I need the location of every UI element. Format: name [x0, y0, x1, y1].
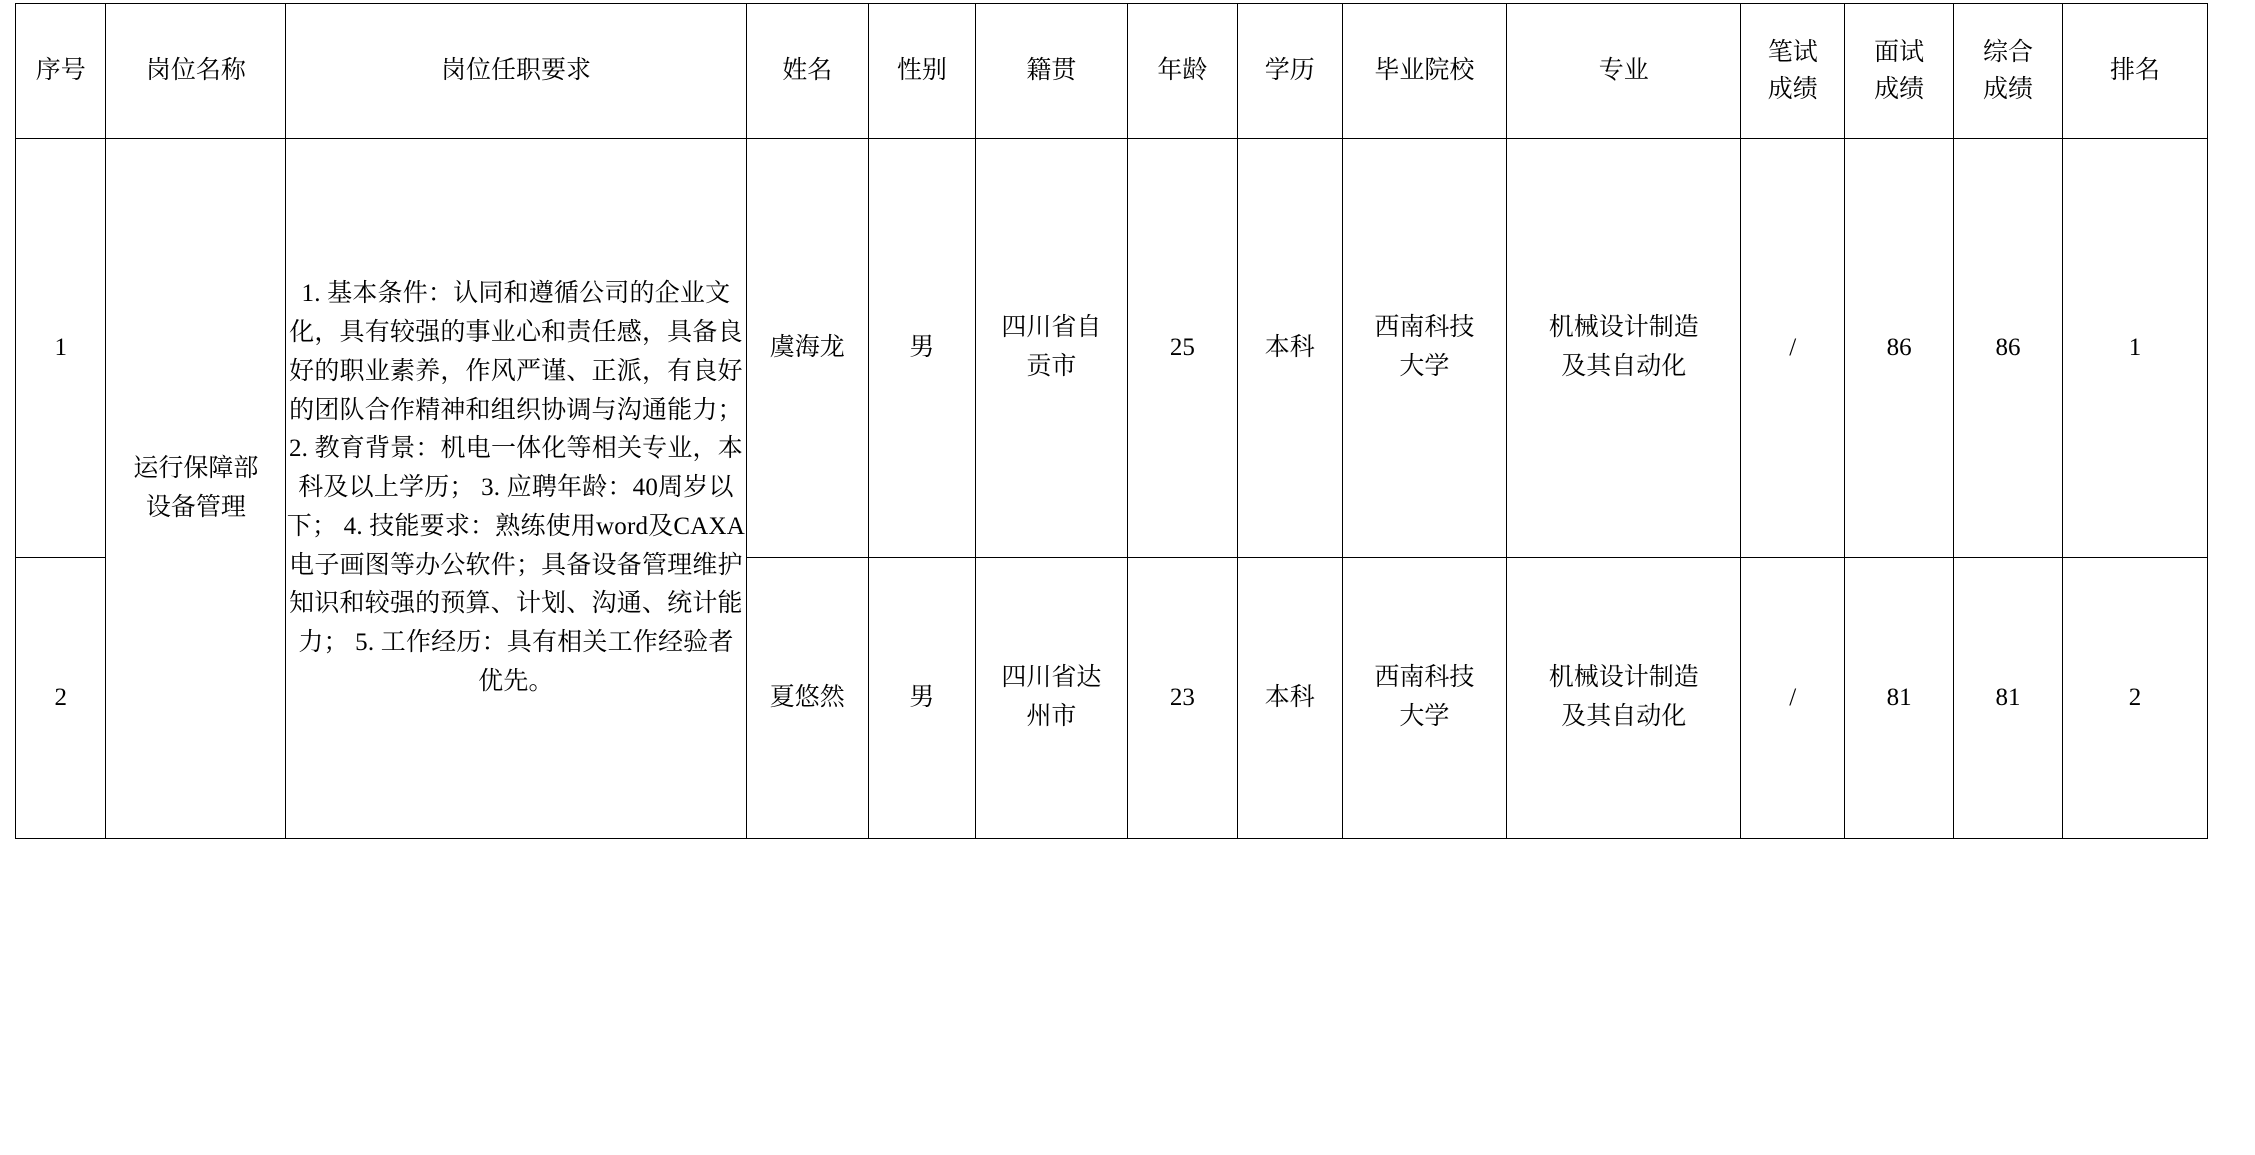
column-header-written-score [1741, 4, 1845, 139]
cell-requirements: 1. 基本条件：认同和遵循公司的企业文化，具有较强的事业心和责任感，具备良好的职业素养，作风严谨、正派，有良好的团队合作精神和组织协调与沟通能力； 2. 教育背景：机电一体化等相关专业，本科及以上学历； 3. 应聘年龄：40周岁以下； 4. 技能要求：熟练使用word及CAXA电子画图等办公软件；具备设备管理维护知识和较强的预算、计划、沟通、统计能力； 5. 工作经历：具有相关工作经验者优先。 [286, 139, 746, 839]
column-header-written-score-line2: 成绩 [1767, 76, 1818, 103]
cell-rank: 2 [2063, 558, 2208, 839]
cell-major [1507, 139, 1741, 558]
column-header-requirements: 岗位任职要求 [286, 4, 746, 139]
column-header-total-score [1954, 4, 2063, 139]
column-header-interview-score-line1: 面试 [1874, 38, 1925, 66]
column-header-school: 毕业院校 [1342, 4, 1506, 139]
column-header-age: 年龄 [1127, 4, 1237, 139]
column-header-total-score-line1: 综合 [1983, 38, 2034, 66]
column-header-major: 专业 [1507, 4, 1741, 139]
cell-native-place-line2: 州市 [1026, 703, 1077, 730]
cell-education: 本科 [1237, 139, 1342, 558]
table-header [16, 4, 2208, 139]
cell-total-score: 86 [1954, 139, 2063, 558]
cell-school-line2: 大学 [1399, 703, 1450, 730]
table-body [16, 139, 2208, 839]
column-header-written-score-line1: 笔试 [1767, 38, 1818, 66]
column-header-interview-score-line2: 成绩 [1874, 76, 1925, 103]
cell-native-place-line1: 四川省达 [1001, 664, 1102, 692]
cell-post-name-line1: 运行保障部 [133, 454, 259, 482]
column-header-rank: 排名 [2063, 4, 2208, 139]
document-page [0, 3, 2255, 1155]
cell-total-score: 81 [1954, 558, 2063, 839]
cell-written-score: / [1741, 139, 1845, 558]
cell-major [1507, 558, 1741, 839]
cell-major-line1: 机械设计制造 [1548, 314, 1699, 342]
cell-school [1342, 558, 1506, 839]
cell-education: 本科 [1237, 558, 1342, 839]
cell-age: 23 [1127, 558, 1237, 839]
cell-gender: 男 [868, 558, 975, 839]
column-header-total-score-line2: 成绩 [1983, 76, 2034, 103]
cell-post-name-line2: 设备管理 [145, 493, 246, 521]
cell-native-place [975, 139, 1127, 558]
cell-major-line2: 及其自动化 [1561, 703, 1687, 730]
cell-gender: 男 [868, 139, 975, 558]
column-header-name: 姓名 [746, 4, 868, 139]
table-header-row [16, 4, 2208, 139]
cell-native-place-line1: 四川省自 [1001, 314, 1102, 342]
cell-major-line2: 及其自动化 [1561, 353, 1687, 380]
cell-school-line1: 西南科技 [1374, 314, 1475, 342]
cell-name: 虞海龙 [746, 139, 868, 558]
cell-name: 夏悠然 [746, 558, 868, 839]
recruitment-results-table [15, 3, 2208, 839]
cell-native-place [975, 558, 1127, 839]
cell-school-line2: 大学 [1399, 353, 1450, 380]
cell-interview-score: 86 [1845, 139, 1954, 558]
column-header-no: 序号 [16, 4, 106, 139]
cell-school-line1: 西南科技 [1374, 664, 1475, 692]
cell-interview-score: 81 [1845, 558, 1954, 839]
cell-major-line1: 机械设计制造 [1548, 664, 1699, 692]
column-header-education: 学历 [1237, 4, 1342, 139]
cell-age: 25 [1127, 139, 1237, 558]
column-header-native-place: 籍贯 [975, 4, 1127, 139]
column-header-post: 岗位名称 [106, 4, 286, 139]
cell-post-name [106, 139, 286, 839]
cell-no: 2 [16, 558, 106, 839]
column-header-gender: 性别 [868, 4, 975, 139]
cell-school [1342, 139, 1506, 558]
cell-rank: 1 [2063, 139, 2208, 558]
table-row [16, 139, 2208, 558]
cell-native-place-line2: 贡市 [1026, 353, 1077, 380]
column-header-interview-score [1845, 4, 1954, 139]
cell-no: 1 [16, 139, 106, 558]
cell-written-score: / [1741, 558, 1845, 839]
